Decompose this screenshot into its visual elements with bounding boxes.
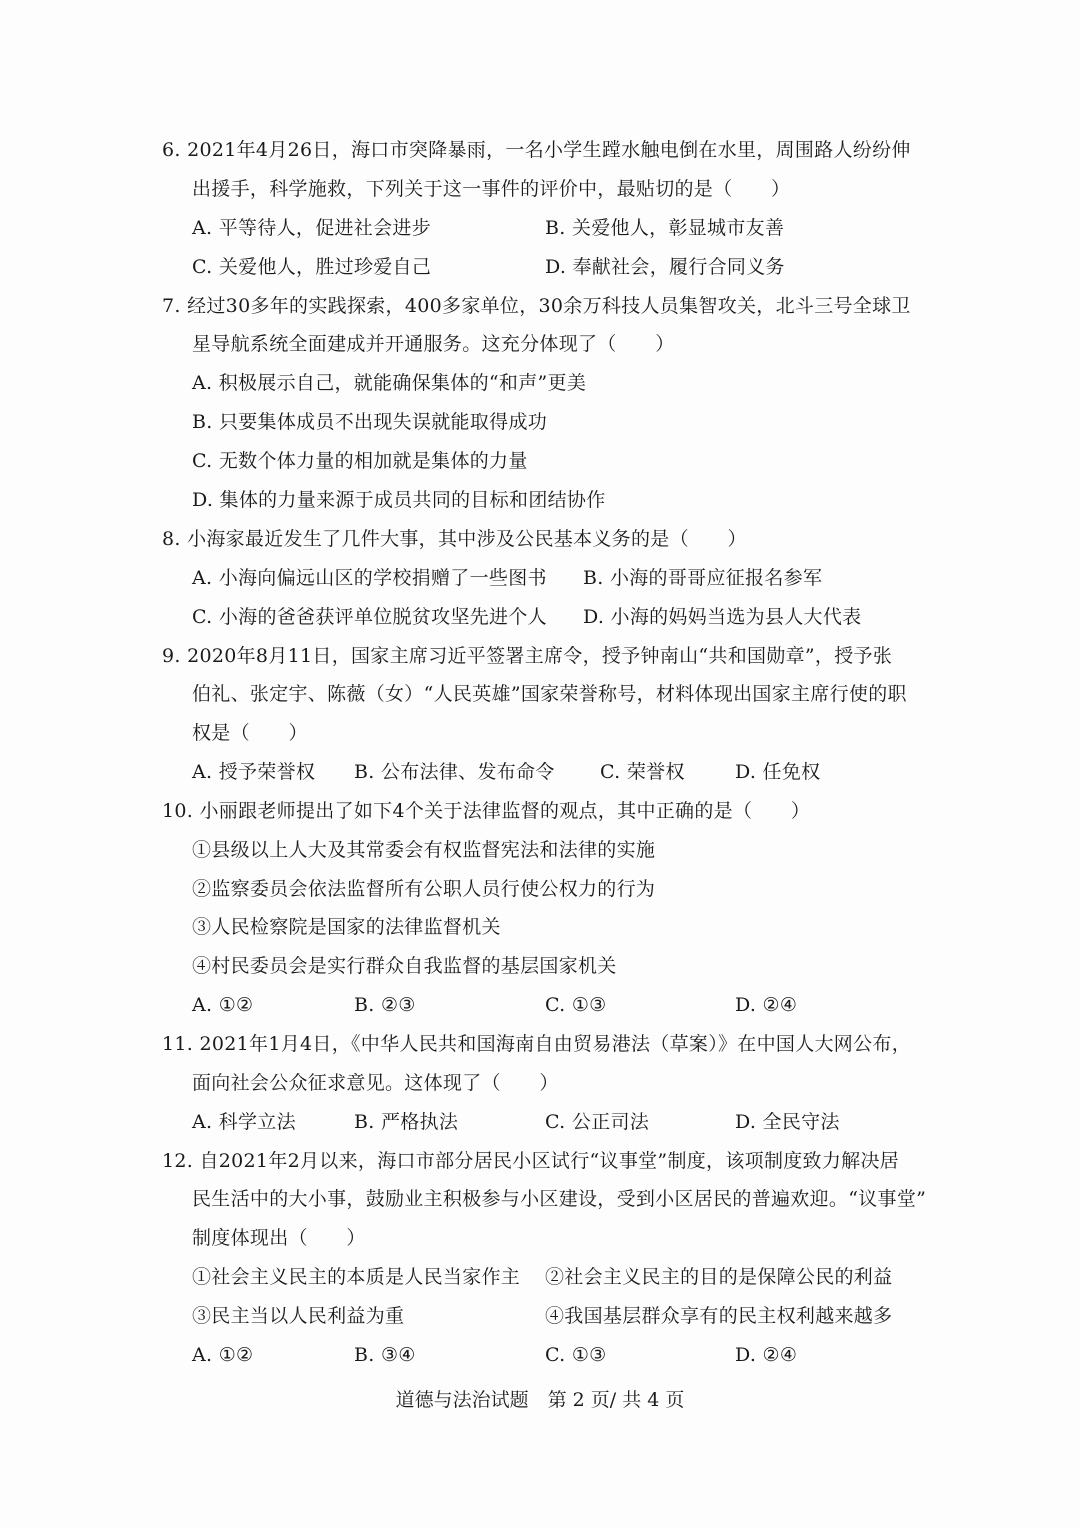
question-7-option-b: B. 只要集体成员不出现失误就能取得成功 — [192, 411, 548, 433]
question-10-line-1: 10. 小丽跟老师提出了如下4个关于法律监督的观点，其中正确的是（ ） — [162, 800, 811, 822]
question-10-option-a: A. ①② — [192, 994, 254, 1016]
question-11-line-1: 11. 2021年1月4日，《中华人民共和国海南自由贸易港法（草案）》在中国人大网公布， — [162, 1033, 912, 1055]
question-6-option-a: A. 平等待人，促进社会进步 — [192, 217, 432, 239]
question-9-line-2: 伯礼、张定宇、陈薇（女）“人民英雄”国家荣誉称号，材料体现出国家主席行使的职 — [192, 683, 907, 705]
question-10-number: 10. — [162, 800, 194, 822]
question-12-line-3: 制度体现出（ ） — [192, 1227, 366, 1249]
question-11-option-c: C. 公正司法 — [545, 1111, 650, 1133]
question-11-option-b: B. 严格执法 — [354, 1111, 459, 1133]
question-12-option-d: D. ②④ — [735, 1344, 798, 1366]
question-6-number: 6. — [162, 139, 181, 161]
question-12-option-b: B. ③④ — [354, 1344, 416, 1366]
question-12-line-2: 民生活中的大小事，鼓励业主积极参与小区建设，受到小区居民的普遍欢迎。“议事堂” — [192, 1188, 927, 1210]
question-11-option-a: A. 科学立法 — [192, 1111, 296, 1133]
question-11-option-d: D. 全民守法 — [735, 1111, 840, 1133]
question-6-option-d: D. 奉献社会，履行合同义务 — [545, 256, 785, 278]
question-9-option-d: D. 任免权 — [735, 761, 821, 783]
question-10-statement-4: ④村民委员会是实行群众自我监督的基层国家机关 — [192, 955, 617, 977]
question-6-line-2: 出援手，科学施救，下列关于这一事件的评价中，最贴切的是（ ） — [192, 178, 791, 200]
question-8-option-c: C. 小海的爸爸获评单位脱贫攻坚先进个人 — [192, 606, 547, 628]
question-12-line-1: 12. 自2021年2月以来，海口市部分居民小区试行“议事堂”制度，该项制度致力解决居 — [162, 1150, 900, 1172]
question-10-option-b: B. ②③ — [354, 994, 416, 1016]
question-11-line-2: 面向社会公众征求意见。这体现了（ ） — [192, 1072, 559, 1094]
question-8-option-a: A. 小海向偏远山区的学校捐赠了一些图书 — [192, 567, 547, 589]
question-9-number: 9. — [162, 645, 181, 667]
question-12-statement-1: ①社会主义民主的本质是人民当家作主 — [192, 1266, 521, 1288]
question-7-option-d: D. 集体的力量来源于成员共同的目标和团结协作 — [192, 489, 606, 511]
question-12-statement-2: ②社会主义民主的目的是保障公民的利益 — [545, 1266, 893, 1288]
question-9-option-a: A. 授予荣誉权 — [192, 761, 316, 783]
question-9-line-3: 权是（ ） — [192, 722, 308, 744]
question-12-option-a: A. ①② — [192, 1344, 254, 1366]
question-12-option-c: C. ①③ — [545, 1344, 607, 1366]
question-8-line-1: 8. 小海家最近发生了几件大事，其中涉及公民基本义务的是（ ） — [162, 528, 747, 550]
question-8-number: 8. — [162, 528, 181, 550]
question-9-option-b: B. 公布法律、发布命令 — [354, 761, 555, 783]
question-6-line-1: 6. 2021年4月26日，海口市突降暴雨，一名小学生蹚水触电倒在水里，周围路人纷纷伸 — [162, 139, 911, 161]
question-9-option-c: C. 荣誉权 — [600, 761, 685, 783]
question-7-line-2: 星导航系统全面建成并开通服务。这充分体现了（ ） — [192, 333, 675, 355]
question-12-statement-3: ③民主当以人民利益为重 — [192, 1305, 405, 1327]
question-10-statement-1: ①县级以上人大及其常委会有权监督宪法和法律的实施 — [192, 839, 656, 861]
question-10-option-c: C. ①③ — [545, 994, 607, 1016]
question-7-option-c: C. 无数个体力量的相加就是集体的力量 — [192, 450, 528, 472]
question-10-statement-2: ②监察委员会依法监督所有公职人员行使公权力的行为 — [192, 878, 656, 900]
question-8-option-d: D. 小海的妈妈当选为县人大代表 — [583, 606, 862, 628]
question-12-number: 12. — [162, 1150, 194, 1172]
page-footer: 道德与法治试题 第 2 页/ 共 4 页 — [395, 1389, 685, 1411]
question-9-line-1: 9. 2020年8月11日，国家主席习近平签署主席令，授予钟南山“共和国勋章”，授予张 — [162, 645, 893, 667]
question-8-option-b: B. 小海的哥哥应征报名参军 — [583, 567, 823, 589]
question-6-option-c: C. 关爱他人，胜过珍爱自己 — [192, 256, 432, 278]
question-12-statement-4: ④我国基层群众享有的民主权利越来越多 — [545, 1305, 893, 1327]
question-10-statement-3: ③人民检察院是国家的法律监督机关 — [192, 916, 501, 938]
question-7-number: 7. — [162, 295, 181, 317]
question-6-option-b: B. 关爱他人，彰显城市友善 — [545, 217, 785, 239]
question-7-option-a: A. 积极展示自己，就能确保集体的“和声”更美 — [192, 372, 587, 394]
question-10-option-d: D. ②④ — [735, 994, 798, 1016]
question-7-line-1: 7. 经过30多年的实践探索，400多家单位，30余万科技人员集智攻关，北斗三号全球卫 — [162, 295, 911, 317]
question-11-number: 11. — [162, 1033, 194, 1055]
